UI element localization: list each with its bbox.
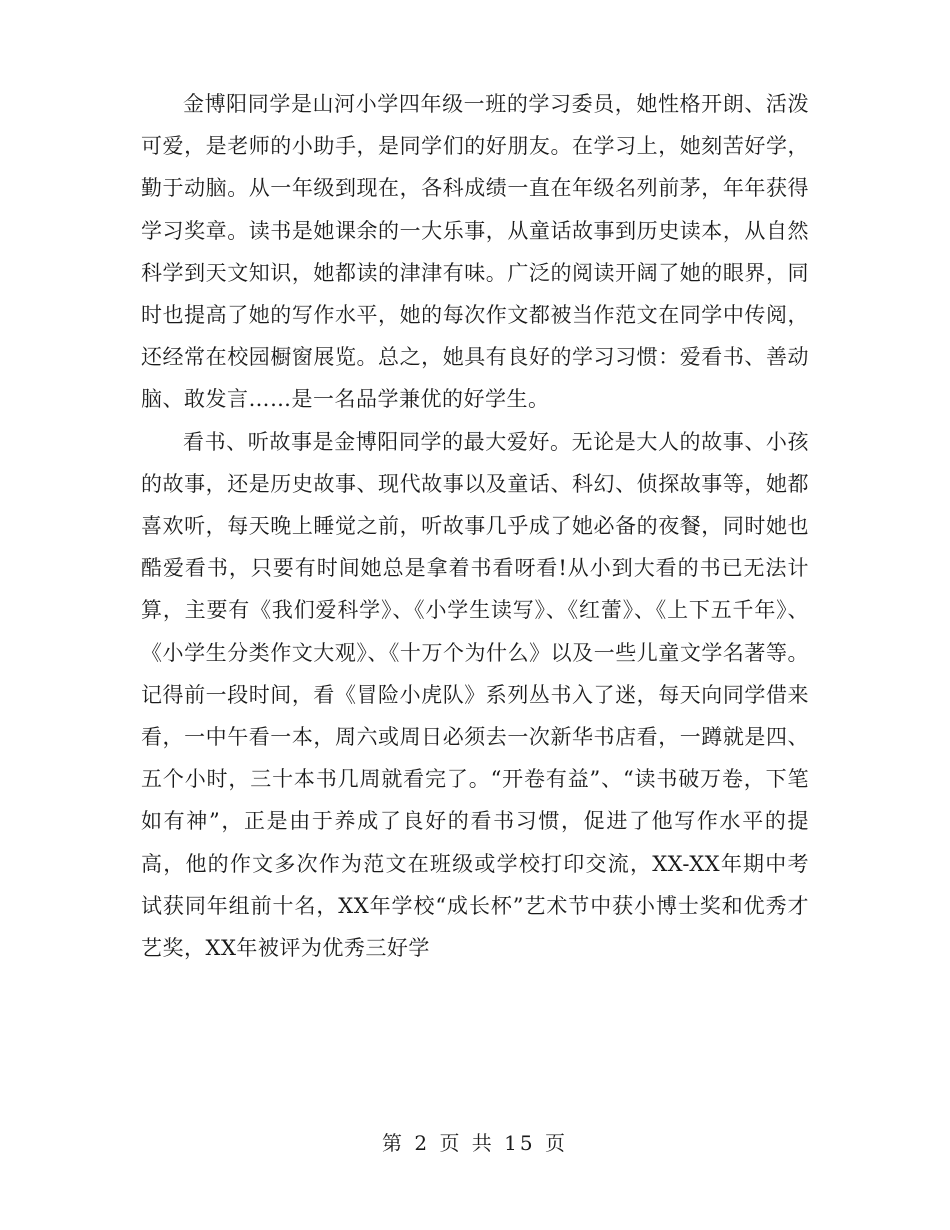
- paragraph-student-profile: 金博阳同学是山河小学四年级一班的学习委员，她性格开朗、活泼可爱，是老师的小助手，是同学们的好朋友。在学习上，她刻苦好学，勤于动脑。从一年级到现在，各科成绩一直在年级名列前茅，年年获得学习奖章。读书是她课余的一大乐事，从童话故事到历史读本，从自然科学到天文知识，她都读的津津有味。广泛的阅读开阔了她的眼界，同时也提高了她的写作水平，她的每次作文都被当作范文在同学中传阅，还经常在校园橱窗展览。总之，她具有良好的学习习惯：爱看书、善动脑、敢发言……是一名品学兼优的好学生。: [141, 92, 809, 412]
- page-number-footer: 第 2 页 共 15 页: [382, 1131, 568, 1155]
- paragraph-reading-hobby: 看书、听故事是金博阳同学的最大爱好。无论是大人的故事、小孩的故事，还是历史故事、现代故事以及童话、科幻、侦探故事等，她都喜欢听，每天晚上睡觉之前，听故事几乎成了她必备的夜餐，同时她也酷爱看书，只要有时间她总是拿着书看呀看!从小到大看的书已无法计算，主要有《我们爱科学》、《小学生读写》、《红蕾》、《上下五千年》、《小学生分类作文大观》、《十万个为什么》以及一些儿童文学名著等。记得前一段时间，看《冒险小虎队》系列丛书入了迷，每天向同学借来看，一中午看一本，周六或周日必须去一次新华书店看，一蹲就是四、五个小时，三十本书几周就看完了。“开卷有益”、“读书破万卷，下笔如有神”，正是由于养成了良好的看书习惯，促进了他写作水平的提高，他的作文多次作为范文在班级或学校打印交流，XX-XX年期中考试获同年组前十名，XX年学校“成长杯”艺术节中获小博士奖和优秀才艺奖，XX年被评为优秀三好学: [141, 429, 809, 961]
- document-body: [141, 83, 809, 969]
